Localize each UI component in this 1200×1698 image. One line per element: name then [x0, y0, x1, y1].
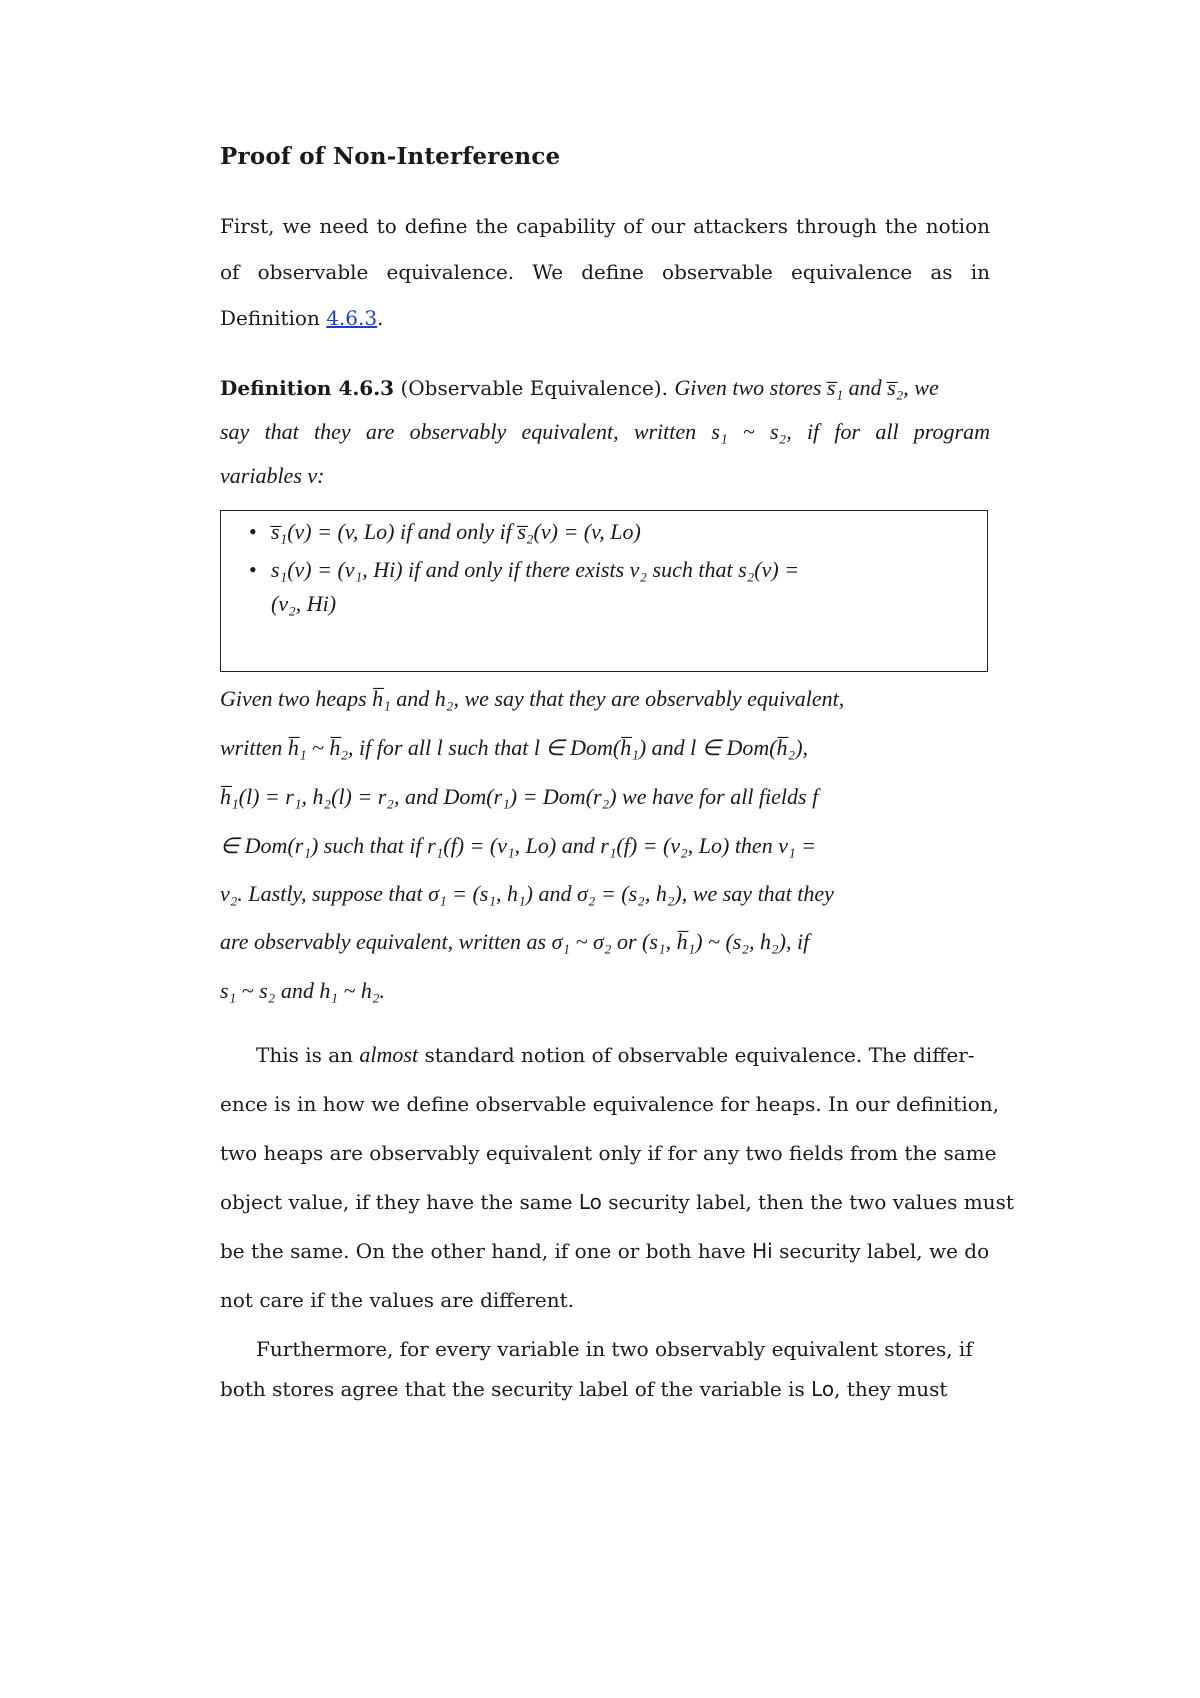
para1-text: object value, if they have the same — [220, 1190, 579, 1214]
intro-line-1: First, we need to define the capability of our attackers through the notion — [220, 214, 990, 238]
definition-intro: Given two stores s̅₁ and s̅₂, we — [674, 375, 939, 400]
para1-line-4 — [220, 1189, 1014, 1215]
section-heading: Proof of Non-Interference — [220, 143, 561, 170]
para1-emphasis: almost — [359, 1042, 419, 1067]
para1-line-1 — [256, 1042, 975, 1068]
heaps-line-5: v₂. Lastly, suppose that σ₁ = (s₁, h₁) and σ₂ = (s₂, h₂), we say that they — [220, 881, 834, 906]
bullet-item-2-cont — [271, 591, 336, 617]
definition-label: Definition 4.6.3 — [220, 376, 395, 400]
para1-text-rest: security label, we do — [772, 1239, 990, 1263]
intro-line-3 — [220, 305, 383, 331]
definition-link[interactable]: 4.6.3 — [326, 306, 378, 330]
para1-line-6: not care if the values are different. — [220, 1288, 575, 1312]
bullet-text-2: s₁(v) = (v₁, Hi) if and only if there exists v₂ such that s₂(v) = — [271, 557, 800, 582]
para1-line-2: ence is in how we define observable equivalence for heaps. In our definition, — [220, 1092, 1000, 1116]
para1-text: This is an — [256, 1043, 360, 1067]
para2-line-1: Furthermore, for every variable in two observably equivalent stores, if — [256, 1337, 973, 1361]
bullet-text-1: s̅₁(v) = (v, Lo) if and only if s̅₂(v) = (v, Lo) — [271, 519, 641, 544]
bullet-icon: • — [249, 557, 257, 582]
heaps-line-3: h̅₁(l) = r₁, h₂(l) = r₂, and Dom(r₁) = Dom(r₂) we have for all fields f — [220, 784, 819, 809]
heaps-line-2: written h̅₁ ~ h̅₂, if for all l such that l ∈ Dom(h̅₁) and l ∈ Dom(h̅₂), — [220, 735, 809, 760]
lo-label: Lo — [811, 1377, 835, 1401]
para2-line-2 — [220, 1376, 947, 1402]
heaps-line-1: Given two heaps h̅₁ and h₂, we say that they are observably equivalent, — [220, 686, 845, 711]
para1-line-5 — [220, 1238, 989, 1264]
para1-text: be the same. On the other hand, if one or both have — [220, 1239, 753, 1263]
definition-box — [220, 510, 988, 672]
para1-line-3: two heaps are observably equivalent only if for any two fields from the same — [220, 1141, 997, 1165]
heaps-line-7: s₁ ~ s₂ and h₁ ~ h₂. — [220, 978, 386, 1003]
intro-period: . — [377, 306, 384, 330]
para2-text: both stores agree that the security label of the variable is — [220, 1377, 812, 1401]
lo-label: Lo — [578, 1190, 602, 1214]
para1-text-rest: standard notion of observable equivalence. The differ- — [418, 1043, 975, 1067]
para1-text-rest: security label, then the two values must — [601, 1190, 1014, 1214]
definition-line-2: say that they are observably equivalent, written s₁ ~ s₂, if for all program — [220, 419, 990, 444]
definition-name: (Observable Equivalence). — [394, 376, 675, 400]
heaps-line-4: ∈ Dom(r₁) such that if r₁(f) = (v₁, Lo) and r₁(f) = (v₂, Lo) then v₁ = — [220, 833, 816, 858]
heaps-line-6: are observably equivalent, written as σ₁ ~ σ₂ or (s₁, h̅₁) ~ (s₂, h₂), if — [220, 929, 810, 954]
intro-line-2: of observable equivalence. We define observable equivalence as in — [220, 260, 990, 284]
bullet-item-1 — [249, 519, 641, 545]
definition-line-1 — [220, 375, 939, 401]
definition-line-3: variables v: — [220, 463, 325, 488]
hi-label: Hi — [752, 1239, 773, 1263]
bullet-icon: • — [249, 519, 257, 544]
bullet-text-2-cont: (v₂, Hi) — [271, 591, 337, 616]
bullet-item-2 — [249, 557, 800, 583]
intro-text: Definition — [220, 306, 327, 330]
para2-text-rest: , they must — [834, 1377, 948, 1401]
